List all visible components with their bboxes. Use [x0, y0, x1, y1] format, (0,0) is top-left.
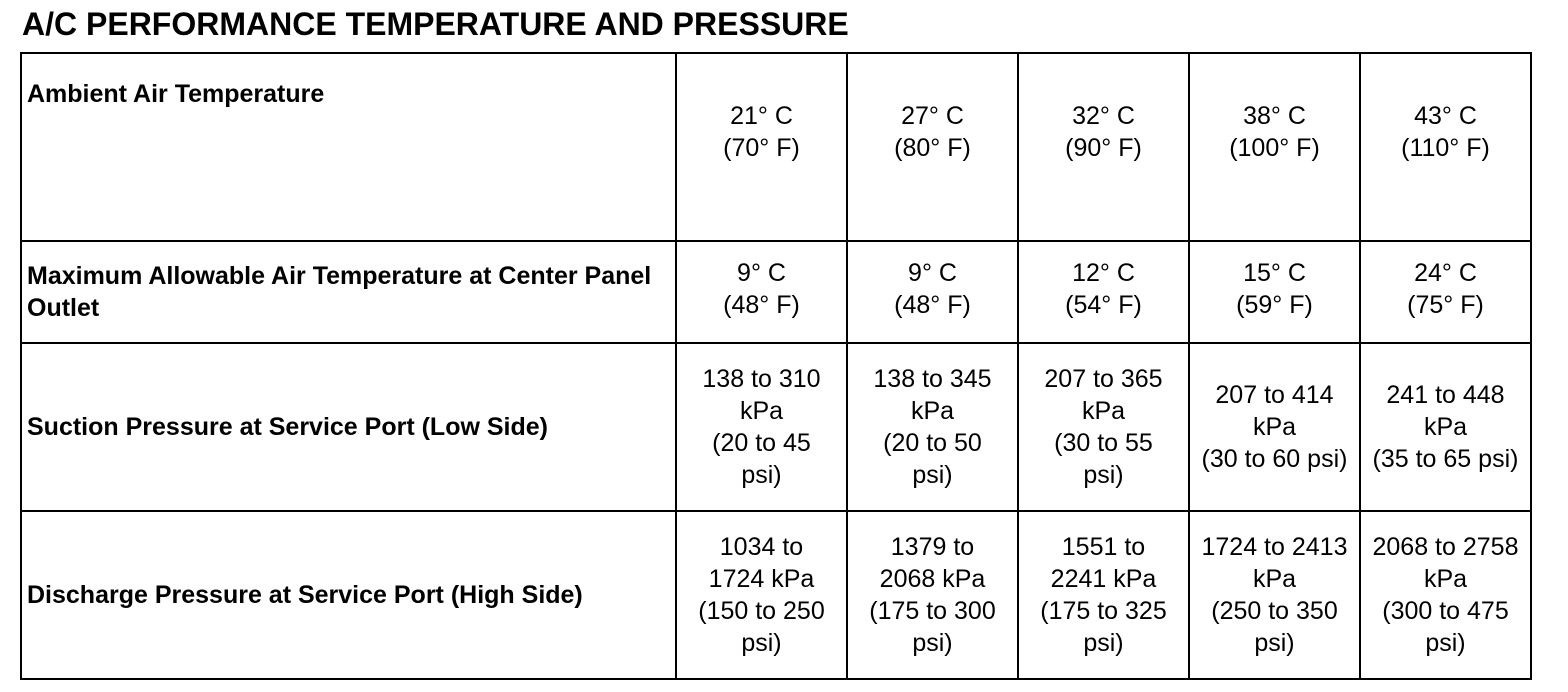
row-label: Maximum Allowable Air Temperature at Center Panel Outlet	[21, 241, 676, 343]
table-cell: 1379 to 2068 kPa (175 to 300 psi)	[847, 511, 1018, 679]
table-cell: 138 to 345 kPa (20 to 50 psi)	[847, 343, 1018, 511]
table-cell: 1551 to 2241 kPa (175 to 325 psi)	[1018, 511, 1189, 679]
table-cell: 43° C (110° F)	[1360, 53, 1531, 241]
table-cell: 15° C (59° F)	[1189, 241, 1360, 343]
row-label: Suction Pressure at Service Port (Low Side)	[21, 343, 676, 511]
table-cell: 38° C (100° F)	[1189, 53, 1360, 241]
table-cell: 138 to 310 kPa (20 to 45 psi)	[676, 343, 847, 511]
table-cell: 2068 to 2758 kPa (300 to 475 psi)	[1360, 511, 1531, 679]
table-cell: 241 to 448 kPa (35 to 65 psi)	[1360, 343, 1531, 511]
table-cell: 24° C (75° F)	[1360, 241, 1531, 343]
page-title: A/C PERFORMANCE TEMPERATURE AND PRESSURE	[22, 6, 849, 42]
table-cell: 207 to 365 kPa (30 to 55 psi)	[1018, 343, 1189, 511]
table-cell: 32° C (90° F)	[1018, 53, 1189, 241]
table-row-ambient-temperature	[21, 53, 1531, 241]
table-row-discharge-pressure	[21, 511, 1531, 679]
table-cell: 21° C (70° F)	[676, 53, 847, 241]
table-cell: 207 to 414 kPa (30 to 60 psi)	[1189, 343, 1360, 511]
table-row-suction-pressure	[21, 343, 1531, 511]
table-cell: 1724 to 2413 kPa (250 to 350 psi)	[1189, 511, 1360, 679]
table-cell: 27° C (80° F)	[847, 53, 1018, 241]
row-label: Ambient Air Temperature	[21, 53, 676, 241]
table-cell: 12° C (54° F)	[1018, 241, 1189, 343]
table-cell: 1034 to 1724 kPa (150 to 250 psi)	[676, 511, 847, 679]
performance-table	[20, 52, 1532, 680]
row-label: Discharge Pressure at Service Port (High Side)	[21, 511, 676, 679]
table-cell: 9° C (48° F)	[847, 241, 1018, 343]
table-row-max-outlet-temperature	[21, 241, 1531, 343]
table-cell: 9° C (48° F)	[676, 241, 847, 343]
